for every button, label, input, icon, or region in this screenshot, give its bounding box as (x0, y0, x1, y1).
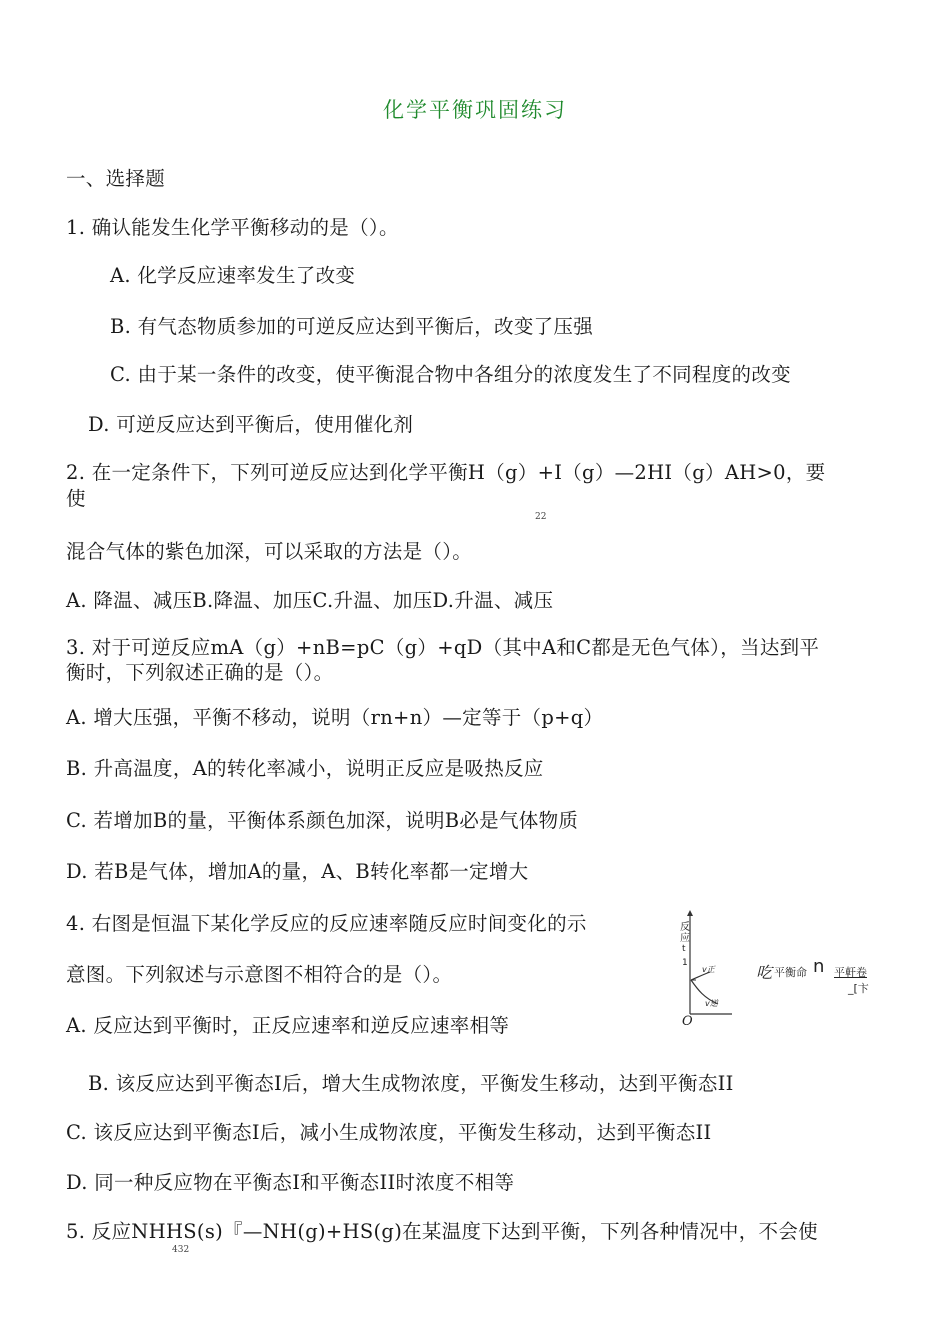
q4-stem-line2: 意图。下列叙述与示意图不相符合的是（）。 (66, 963, 453, 986)
q5-stem-line1: 5. 反应NHHS(s)『—NH(g)+HS(g)在某温度下达到平衡，下列各种情况中，不会使 (66, 1220, 818, 1243)
page-title: 化学平衡巩固练习 (383, 98, 567, 122)
q1-option-c: C. 由于某一条件的改变，使平衡混合物中各组分的浓度发生了不同程度的改变 (110, 363, 791, 386)
q2-stem-line3: 混合气体的紫色加深，可以采取的方法是（）。 (66, 540, 473, 563)
q1-stem: 1. 确认能发生化学平衡移动的是（）。 (66, 216, 399, 239)
q4-option-a: A. 反应达到平衡时，正反应速率和逆反应速率相等 (66, 1014, 510, 1037)
q4-option-c: C. 该反应达到平衡态I后，减小生成物浓度，平衡发生移动，达到平衡态II (66, 1121, 712, 1144)
q4-option-d: D. 同一种反应物在平衡态I和平衡态II时浓度不相等 (66, 1171, 515, 1194)
rate-time-figure (672, 908, 882, 1033)
q3-stem-line2: 衡时，下列叙述正确的是（）。 (66, 661, 334, 684)
origin-label: O (682, 1014, 693, 1029)
q2-subscript: 22 (535, 512, 547, 522)
q4-stem-line1: 4. 右图是恒温下某化学反应的反应速率随反应时间变化的示 (66, 912, 587, 935)
q3-option-a: A. 增大压强，平衡不移动，说明（rn+n）—定等于（p+q） (66, 706, 604, 729)
y-axis-arrow (687, 910, 693, 916)
caption-part-5: _[卞 (848, 982, 869, 995)
q2-stem-line2: 使 (66, 487, 86, 510)
v-forward-label: v正 (702, 965, 715, 974)
axis-label-1: 反 (680, 922, 690, 933)
q1-option-d: D. 可逆反应达到平衡后，使用催化剂 (88, 413, 414, 436)
q1-option-a: A. 化学反应速率发生了改变 (110, 264, 356, 287)
caption-part-1: 吃 (756, 963, 773, 982)
q3-option-d: D. 若B是气体，增加A的量，A、B转化率都一定增大 (66, 860, 529, 883)
section-heading: 一、选择题 (66, 167, 166, 190)
q3-option-b: B. 升高温度，A的转化率减小，说明正反应是吸热反应 (66, 757, 544, 780)
axis-label-3: t (682, 944, 686, 954)
q5-subscript: 432 (172, 1245, 190, 1255)
caption-part-2: 平衡命 (774, 966, 807, 979)
q1-option-b: B. 有气态物质参加的可逆反应达到平衡后，改变了压强 (110, 315, 594, 338)
q2-options: A. 降温、减压B.降温、加压C.升温、加压D.升温、减压 (66, 589, 554, 612)
q2-stem-line1: 2. 在一定条件下，下列可逆反应达到化学平衡H（g）+I（g）—2HI（g）AH>0，要 (66, 461, 826, 484)
v-reverse-label: v逆 (705, 999, 718, 1008)
axis-label-2: 应 (680, 933, 690, 944)
caption-part-3: n (813, 956, 825, 977)
q3-stem-line1: 3. 对于可逆反应mA（g）+nB=pC（g）+qD（其中A和C都是无色气体），当达到平 (66, 636, 820, 659)
axis-label-4: 1 (682, 958, 688, 968)
caption-part-4: 平軒卷 (834, 966, 867, 979)
q3-option-c: C. 若增加B的量，平衡体系颜色加深，说明B必是气体物质 (66, 809, 579, 832)
q4-option-b: B. 该反应达到平衡态I后，增大生成物浓度，平衡发生移动，达到平衡态II (88, 1072, 734, 1095)
